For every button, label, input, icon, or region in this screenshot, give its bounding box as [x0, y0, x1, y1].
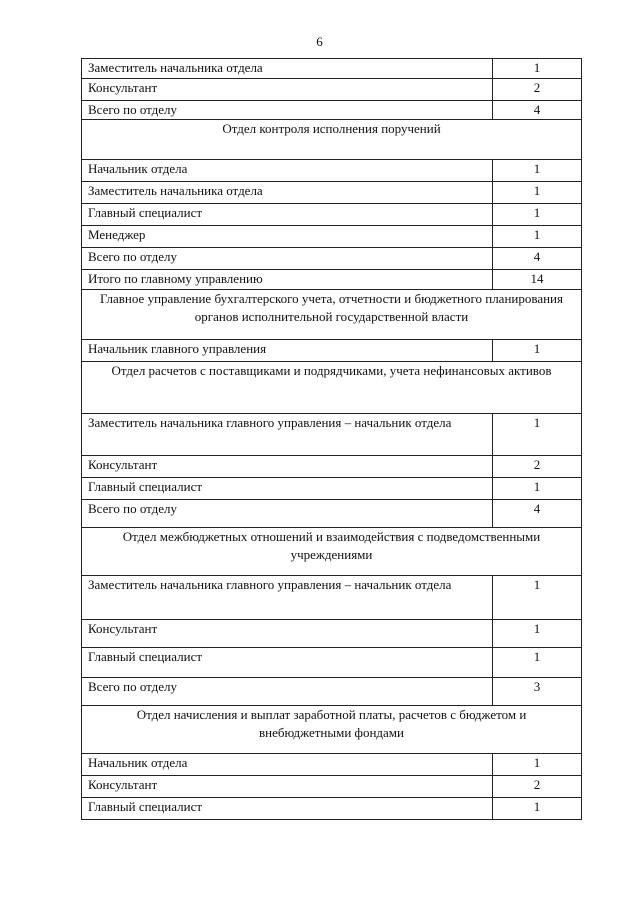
section-header-row [82, 290, 582, 340]
staff-count-cell: 1 [493, 754, 582, 776]
position-cell: Главный специалист [82, 204, 493, 226]
staff-count-cell: 4 [493, 500, 582, 528]
table-row [82, 204, 582, 226]
position-cell: Консультант [82, 456, 493, 478]
staff-count-cell: 4 [493, 101, 582, 120]
position-cell: Заместитель начальника отдела [82, 59, 493, 79]
position-cell: Всего по отделу [82, 101, 493, 120]
staff-count-cell: 2 [493, 456, 582, 478]
staffing-table-body [82, 59, 582, 820]
table-row [82, 182, 582, 204]
position-cell: Консультант [82, 620, 493, 648]
table-row [82, 620, 582, 648]
section-header-row [82, 362, 582, 414]
staff-count-cell: 1 [493, 160, 582, 182]
staff-count-cell: 14 [493, 270, 582, 290]
position-cell: Главный специалист [82, 478, 493, 500]
table-row [82, 500, 582, 528]
table-row [82, 340, 582, 362]
table-row [82, 226, 582, 248]
staff-count-cell: 1 [493, 798, 582, 820]
position-cell: Всего по отделу [82, 500, 493, 528]
staff-count-cell: 1 [493, 648, 582, 678]
table-row [82, 248, 582, 270]
position-cell: Менеджер [82, 226, 493, 248]
staffing-table [81, 58, 582, 820]
section-title: Отдел расчетов с поставщиками и подрядчиками, учета нефинансовых активов [82, 362, 582, 414]
staff-count-cell: 4 [493, 248, 582, 270]
staff-count-cell: 1 [493, 204, 582, 226]
position-cell: Главный специалист [82, 648, 493, 678]
section-header-row [82, 528, 582, 576]
staff-count-cell: 3 [493, 678, 582, 706]
position-cell: Главный специалист [82, 798, 493, 820]
table-row [82, 101, 582, 120]
position-cell: Итого по главному управлению [82, 270, 493, 290]
staff-count-cell: 1 [493, 226, 582, 248]
table-row [82, 754, 582, 776]
table-row [82, 160, 582, 182]
section-title: Отдел контроля исполнения поручений [82, 120, 582, 160]
section-header-row [82, 120, 582, 160]
table-row [82, 270, 582, 290]
staff-count-cell: 2 [493, 79, 582, 101]
position-cell: Всего по отделу [82, 248, 493, 270]
staff-count-cell: 1 [493, 59, 582, 79]
staff-count-cell: 1 [493, 182, 582, 204]
table-row [82, 648, 582, 678]
page-number: 6 [316, 34, 323, 49]
table-row [82, 79, 582, 101]
position-cell: Консультант [82, 776, 493, 798]
position-cell: Консультант [82, 79, 493, 101]
staff-count-cell: 1 [493, 576, 582, 620]
table-row [82, 678, 582, 706]
table-row [82, 478, 582, 500]
table-row [82, 798, 582, 820]
position-cell: Начальник отдела [82, 754, 493, 776]
section-title: Главное управление бухгалтерского учета, отчетности и бюджетного планирования органов исполнительной государственной власти [82, 290, 582, 340]
position-cell: Заместитель начальника отдела [82, 182, 493, 204]
table-row [82, 456, 582, 478]
position-cell: Начальник главного управления [82, 340, 493, 362]
staff-count-cell: 2 [493, 776, 582, 798]
position-cell: Заместитель начальника главного управления – начальник отдела [82, 576, 493, 620]
section-title: Отдел начисления и выплат заработной платы, расчетов с бюджетом и внебюджетными фондами [82, 706, 582, 754]
section-title: Отдел межбюджетных отношений и взаимодействия с подведомственными учреждениями [82, 528, 582, 576]
section-header-row [82, 706, 582, 754]
table-row [82, 414, 582, 456]
position-cell: Всего по отделу [82, 678, 493, 706]
table-row [82, 776, 582, 798]
table-row [82, 576, 582, 620]
staff-count-cell: 1 [493, 620, 582, 648]
staff-count-cell: 1 [493, 478, 582, 500]
staff-count-cell: 1 [493, 340, 582, 362]
position-cell: Заместитель начальника главного управления – начальник отдела [82, 414, 493, 456]
position-cell: Начальник отдела [82, 160, 493, 182]
table-row [82, 59, 582, 79]
staff-count-cell: 1 [493, 414, 582, 456]
